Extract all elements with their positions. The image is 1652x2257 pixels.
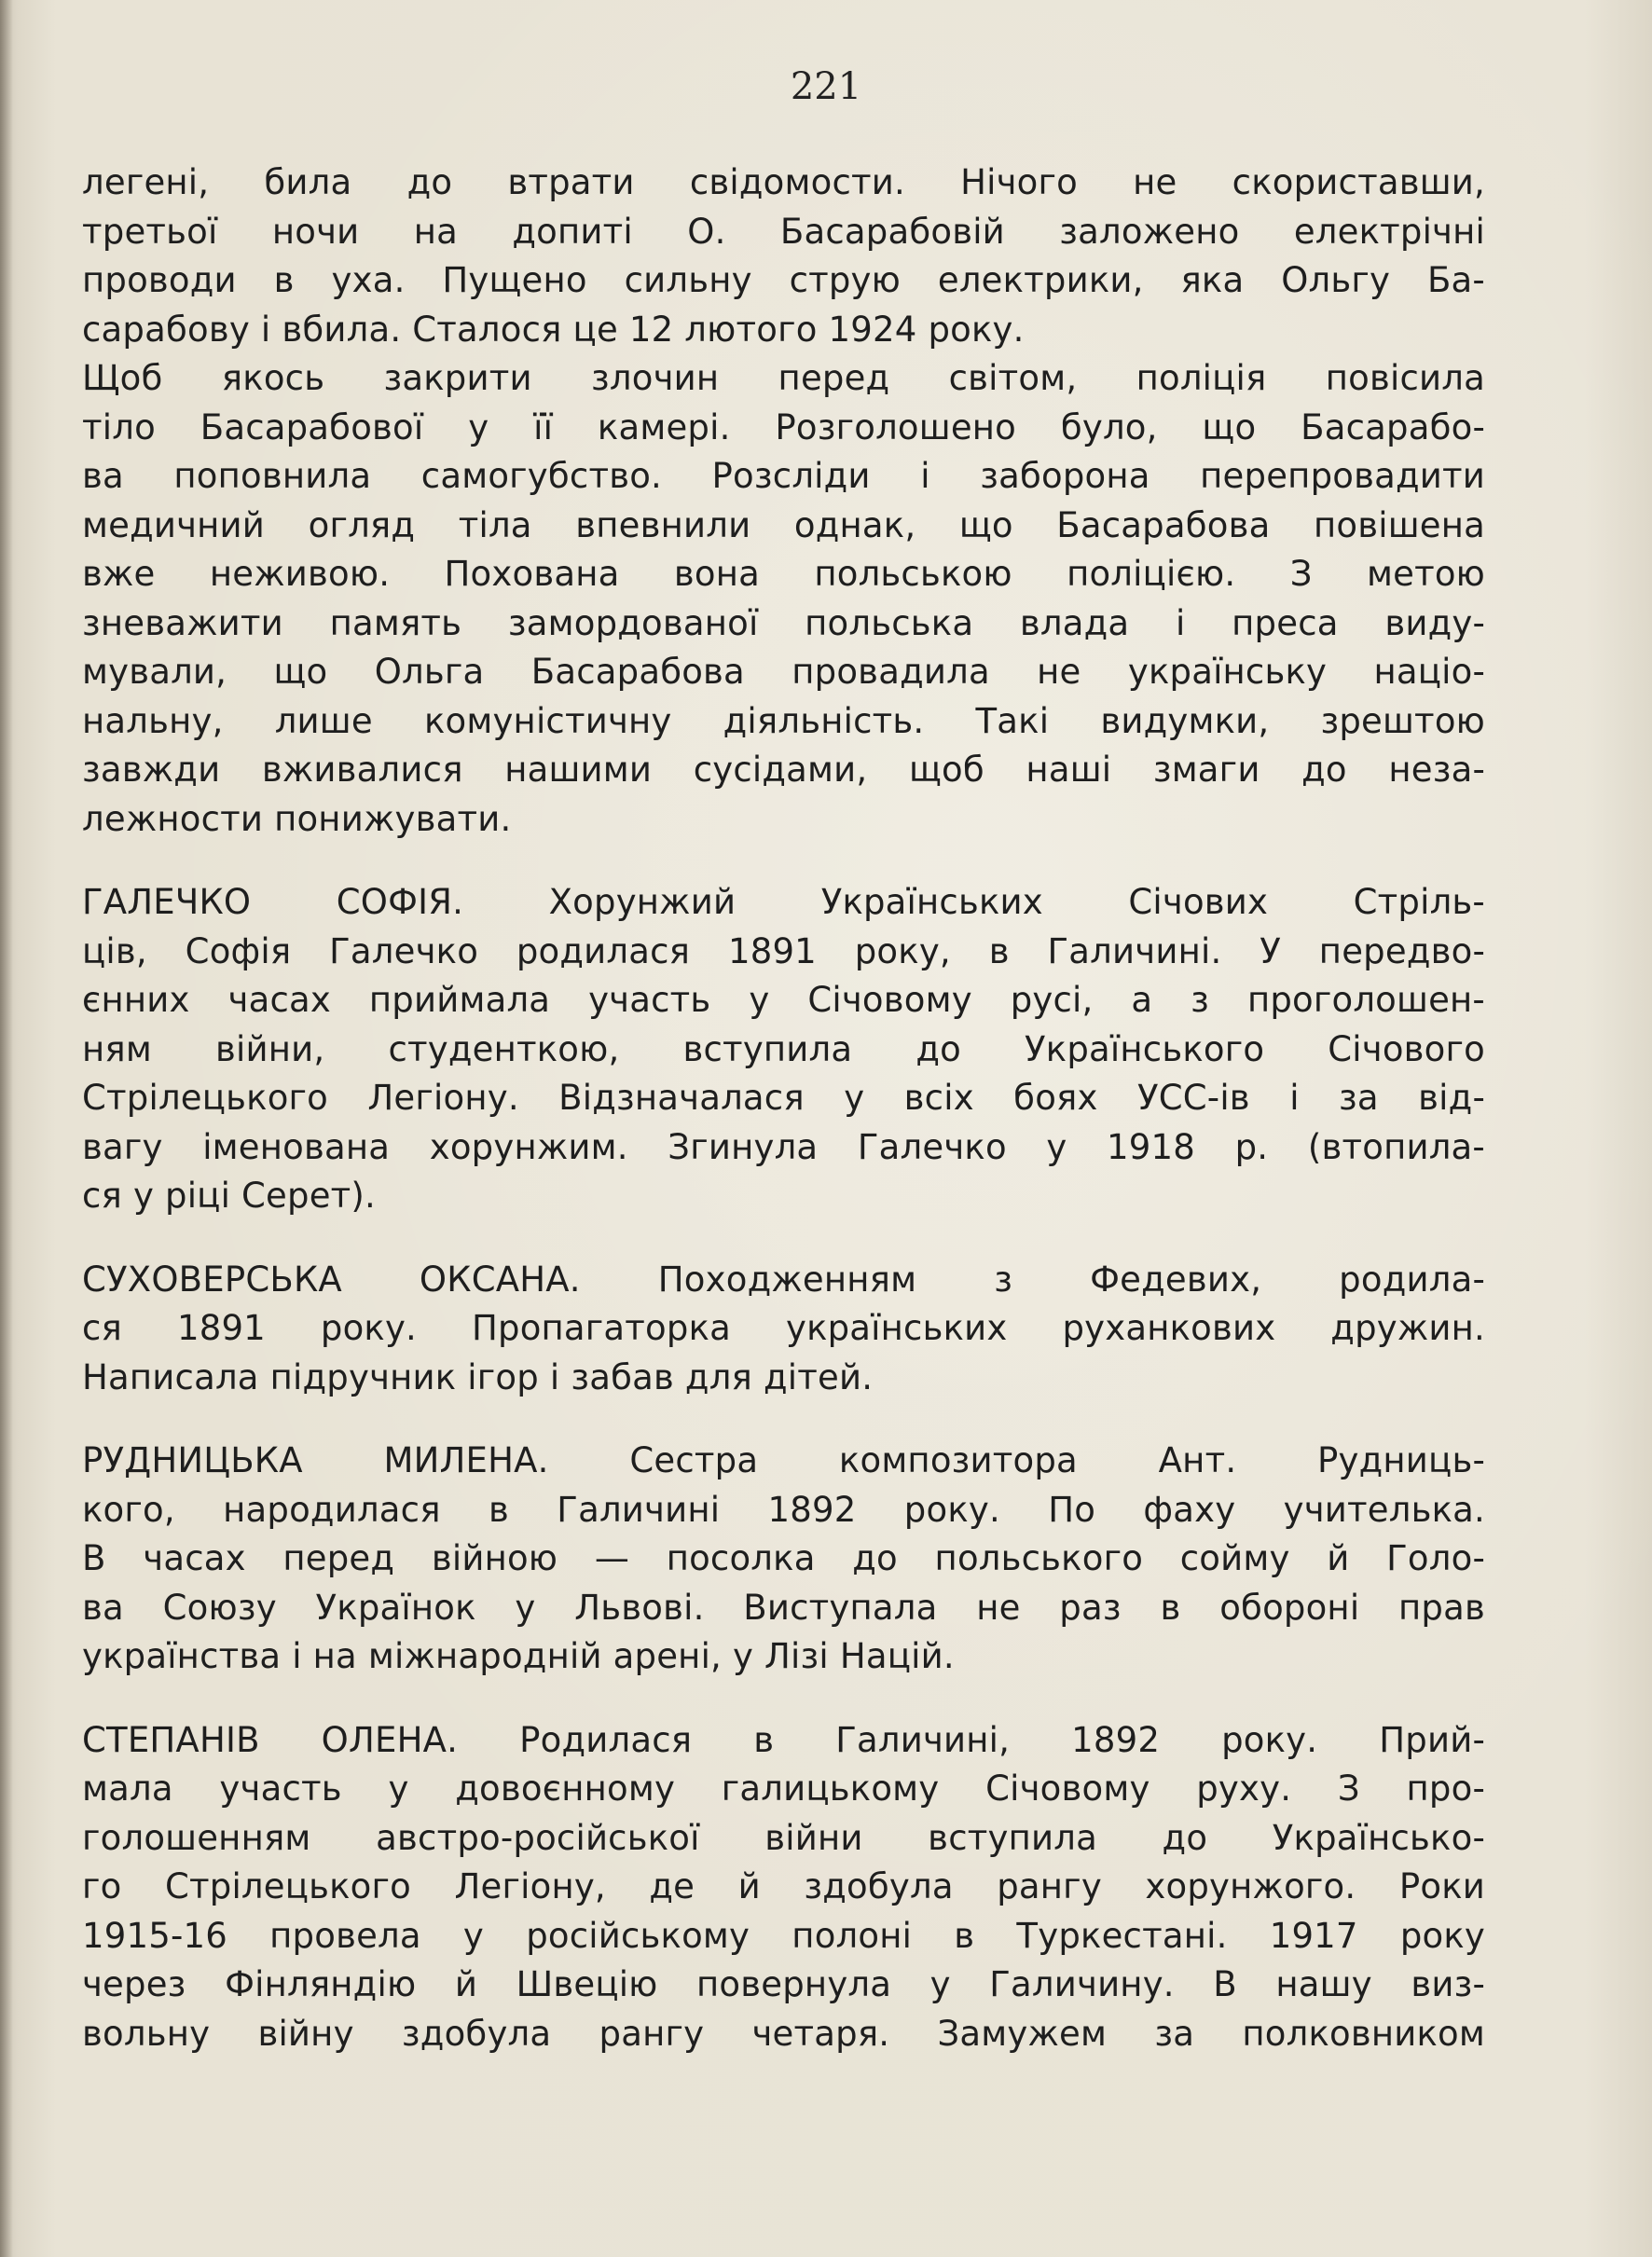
text-line: нальну, лише комуністичну діяльність. Такі видумки, зрештою xyxy=(82,700,1485,741)
text-line: 1915-16 провела у російському полоні в Туркестані. 1917 року xyxy=(82,1915,1485,1956)
text-line: СТЕПАНІВ ОЛЕНА. Родилася в Галичині, 1892 року. Прий- xyxy=(82,1719,1485,1760)
text-line: українства і на міжнародній арені, у Лізі Націй. xyxy=(82,1636,955,1676)
paragraph-gap xyxy=(82,1682,1485,1716)
text-line: Написала підручник ігор і забав для дітей. xyxy=(82,1356,874,1397)
text-line: В часах перед війною — посолка до польського сойму й Голо- xyxy=(82,1538,1485,1578)
text-line: ся 1891 року. Пропагаторка українських руханкових дружин. xyxy=(82,1308,1485,1348)
text-line: ців, Софія Галечко родилася 1891 року, в Галичині. У передво- xyxy=(82,930,1485,971)
text-line: легені, била до втрати свідомости. Нічого не скориставши, xyxy=(82,162,1485,202)
page-number: 221 xyxy=(790,65,862,108)
text-line: зневажити память замордованої польська влада і преса виду- xyxy=(82,602,1485,643)
text-line: ням війни, студенткою, вступила до Українського Січового xyxy=(82,1028,1485,1069)
text-line: ГАЛЕЧКО СОФІЯ. Хорунжий Українських Січових Стріль- xyxy=(82,882,1485,922)
text-line: го Стрілецького Легіону, де й здобула рангу хорунжого. Роки xyxy=(82,1866,1485,1906)
text-line: кого, народилася в Галичині 1892 року. По фаху учителька. xyxy=(82,1489,1485,1530)
text-line: мували, що Ольга Басарабова провадила не українську націо- xyxy=(82,652,1485,692)
paragraph xyxy=(82,1716,1485,2059)
paragraph xyxy=(82,1256,1485,1403)
text-line: завжди вживалися нашими сусідами, щоб наші змаги до неза- xyxy=(82,750,1485,790)
text-line: ва поповнила самогубство. Розсліди і заборона перепровадити xyxy=(82,456,1485,496)
paragraph xyxy=(82,878,1485,1221)
paragraph xyxy=(82,1437,1485,1682)
text-line: ся у ріці Серет). xyxy=(82,1176,377,1216)
text-line: медичний огляд тіла впевнили однак, що Басарабова повішена xyxy=(82,504,1485,545)
text-line: Стрілецького Легіону. Відзначалася у всіх боях УСС-ів і за від- xyxy=(82,1078,1485,1118)
text-line: вольну війну здобула рангу четаря. Замужем за полковником xyxy=(82,2013,1485,2054)
text-line: мала участь у довоєнному галицькому Січовому руху. З про- xyxy=(82,1768,1485,1809)
text-line: СУХОВЕРСЬКА ОКСАНА. Походженням з Федевих, родила- xyxy=(82,1259,1485,1300)
text-line: тіло Басарабової у її камері. Розголошено було, що Басарабо- xyxy=(82,406,1485,447)
text-line: через Фінляндію й Швецію повернула у Галичину. В нашу виз- xyxy=(82,1964,1485,2004)
text-line: голошенням австро-російської війни вступила до Українсько- xyxy=(82,1817,1485,1858)
text-line: проводи в уха. Пущено сильну струю електрики, яка Ольгу Ба- xyxy=(82,260,1485,300)
binding-shadow xyxy=(0,0,13,2257)
page-text xyxy=(82,158,1485,2058)
text-line: ва Союзу Українок у Львові. Виступала не раз в обороні прав xyxy=(82,1587,1485,1628)
text-line: лежности понижувати. xyxy=(82,798,512,839)
text-line: третьої ночи на допиті О. Басарабовій заложено електрічні xyxy=(82,211,1485,252)
paragraph-gap xyxy=(82,1221,1485,1256)
text-line: вже неживою. Похована вона польською поліцією. З метою xyxy=(82,554,1485,594)
paragraph xyxy=(82,158,1485,354)
text-line: вагу іменована хорунжим. Згинула Галечко у 1918 р. (втопила- xyxy=(82,1126,1485,1167)
paragraph xyxy=(82,354,1485,844)
text-line: сарабову і вбила. Сталося це 12 лютого 1924 року. xyxy=(82,309,1025,350)
text-line: РУДНИЦЬКА МИЛЕНА. Сестра композитора Ант. Рудниць- xyxy=(82,1440,1485,1480)
text-line: Щоб якось закрити злочин перед світом, поліція повісила xyxy=(82,358,1485,398)
text-line: єнних часах приймала участь у Січовому русі, а з проголошен- xyxy=(82,980,1485,1020)
paragraph-gap xyxy=(82,844,1485,878)
paragraph-gap xyxy=(82,1402,1485,1437)
